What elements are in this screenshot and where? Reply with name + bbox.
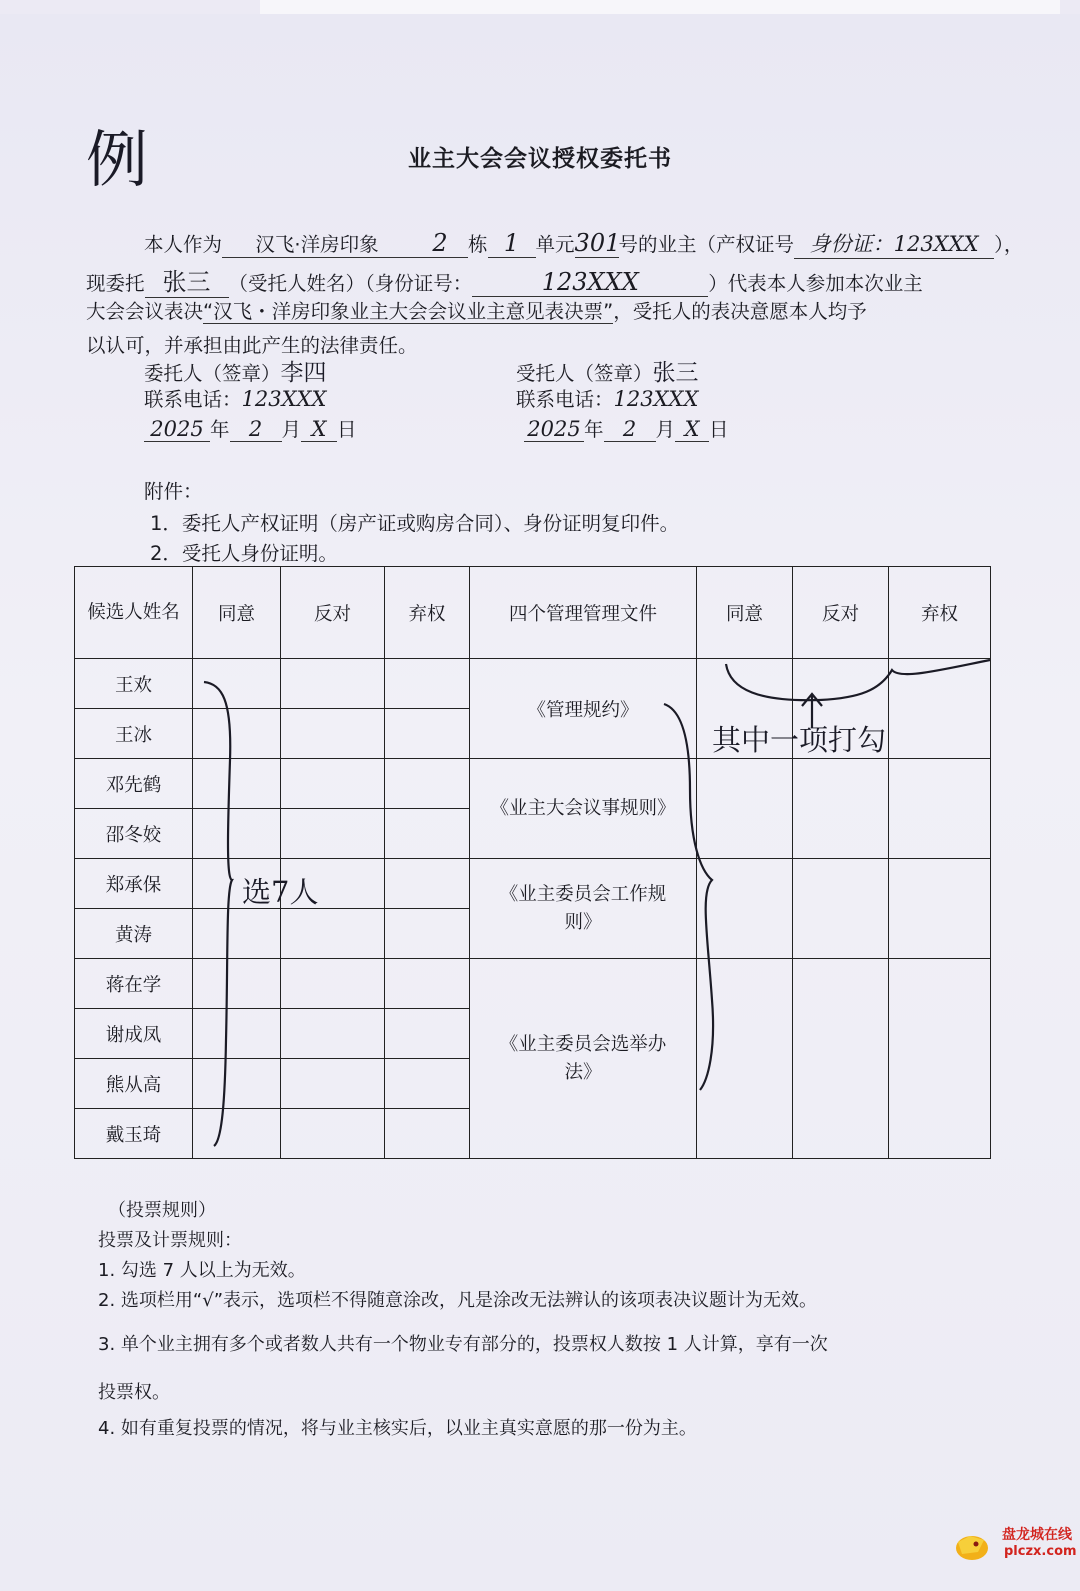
candidate-name: 郑承保	[75, 859, 193, 909]
header-abstain-1: 弃权	[385, 567, 470, 659]
candidate-name: 黄涛	[75, 909, 193, 959]
room-number: 301	[574, 229, 621, 257]
agent-name: 张三	[145, 262, 229, 298]
principal-sign-label: 委托人（签章）	[144, 362, 281, 385]
unit-label: 单元	[535, 233, 575, 256]
header-candidate-name: 候选人姓名	[75, 567, 193, 659]
line3-start: 大会会议表决	[86, 300, 204, 323]
estate-name: 汉飞·洋房印象	[222, 229, 412, 258]
paragraph-line-4: 以认可，并承担由此产生的法律责任。	[86, 334, 418, 357]
watermark-site-name: 盘龙城在线	[1002, 1527, 1072, 1543]
note-select-seven: 选7人	[242, 875, 319, 909]
document-name: 《管理规约》	[470, 659, 697, 759]
document-name: 《业主委员会工作规则》	[470, 859, 697, 959]
candidate-name: 邵冬姣	[75, 809, 193, 859]
document-title: 业主大会会议授权委托书	[408, 146, 672, 172]
candidate-name: 蒋在学	[75, 959, 193, 1009]
header-agree-1: 同意	[193, 567, 281, 659]
document-name: 《业主大会议事规则》	[470, 759, 697, 859]
rules-subheading: 投票及计票规则：	[98, 1230, 242, 1251]
principal-month: 2	[230, 417, 282, 442]
candidate-name: 邓先鹤	[75, 759, 193, 809]
document-name: 《业主委员会选举办法》	[470, 959, 697, 1159]
agent-year: 2025	[524, 417, 584, 442]
unit-number: 1	[488, 229, 536, 258]
attachments-label: 附件：	[144, 480, 203, 503]
ballot-name: “汉飞・洋房印象业主大会会议业主意见表决票”	[203, 300, 614, 323]
building-label: 栋	[468, 233, 488, 256]
rule-item-3-cont: 投票权。	[98, 1382, 170, 1403]
line2-tail: ）代表本人参加本次业主	[708, 272, 923, 295]
candidate-name: 戴玉琦	[75, 1109, 193, 1159]
rule-item-3: 3. 单个业主拥有多个或者数人共有一个物业专有部分的，投票权人数按 1 人计算，享有一次	[98, 1334, 828, 1355]
principal-year-label: 年	[210, 418, 230, 441]
entrust-text: 现委托	[86, 272, 145, 295]
rule-item-2: 2. 选项栏用“√”表示，选项栏不得随意涂改，凡是涂改无法辨认的该项表决议题计为无效。	[98, 1290, 818, 1311]
close-paren: ），	[994, 233, 1024, 256]
candidate-name: 王冰	[75, 709, 193, 759]
rule-item-4: 4. 如有重复投票的情况，将与业主核实后，以业主真实意愿的那一份为主。	[98, 1418, 697, 1439]
candidate-name: 谢成凤	[75, 1009, 193, 1059]
principal-month-label: 月	[281, 418, 302, 441]
rules-heading: （投票规则）	[108, 1200, 216, 1221]
agent-phone: 123XXX	[613, 387, 699, 411]
principal-day: X	[301, 417, 337, 442]
building-number: 2	[412, 229, 468, 258]
attachment-item-1: 1．委托人产权证明（房产证或购房合同）、身份证明复印件。	[150, 512, 680, 535]
candidate-name: 熊从高	[75, 1059, 193, 1109]
agent-year-label: 年	[584, 418, 604, 441]
header-management-docs: 四个管理管理文件	[470, 567, 697, 659]
cert-number: 身份证：123XXX	[794, 228, 994, 259]
agent-name-label: （受托人姓名）（身份证号：	[228, 272, 473, 295]
candidate-name: 王欢	[75, 659, 193, 709]
agent-month-label: 月	[655, 418, 676, 441]
line3-tail: ，受托人的表决意愿本人均予	[613, 300, 867, 323]
agent-day: X	[675, 417, 709, 442]
agent-sign-label: 受托人（签章）	[516, 362, 653, 385]
header-oppose-2: 反对	[793, 567, 889, 659]
principal-signature: 李四	[280, 360, 327, 386]
agent-day-label: 日	[709, 418, 729, 441]
intro-text: 本人作为	[144, 233, 223, 256]
rule-item-1: 1. 勾选 7 人以上为无效。	[98, 1260, 306, 1281]
agent-month: 2	[604, 417, 656, 442]
header-abstain-2: 弃权	[889, 567, 991, 659]
watermark-site-url: plczx.com	[1004, 1544, 1077, 1559]
principal-phone-label: 联系电话：	[144, 388, 242, 411]
principal-day-label: 日	[337, 418, 357, 441]
room-label: 号的业主（产权证号	[618, 233, 795, 256]
handwritten-example-mark: 例	[86, 123, 149, 196]
principal-phone: 123XXX	[241, 387, 327, 411]
header-oppose-1: 反对	[281, 567, 385, 659]
agent-id-number: 123XXX	[472, 268, 708, 297]
agent-phone-label: 联系电话：	[516, 388, 614, 411]
agent-signature: 张三	[652, 360, 699, 386]
header-agree-2: 同意	[697, 567, 793, 659]
principal-year: 2025	[144, 417, 210, 442]
attachment-item-2: 2．受托人身份证明。	[150, 542, 338, 565]
note-tick-one: 其中一项打勾	[712, 723, 887, 757]
